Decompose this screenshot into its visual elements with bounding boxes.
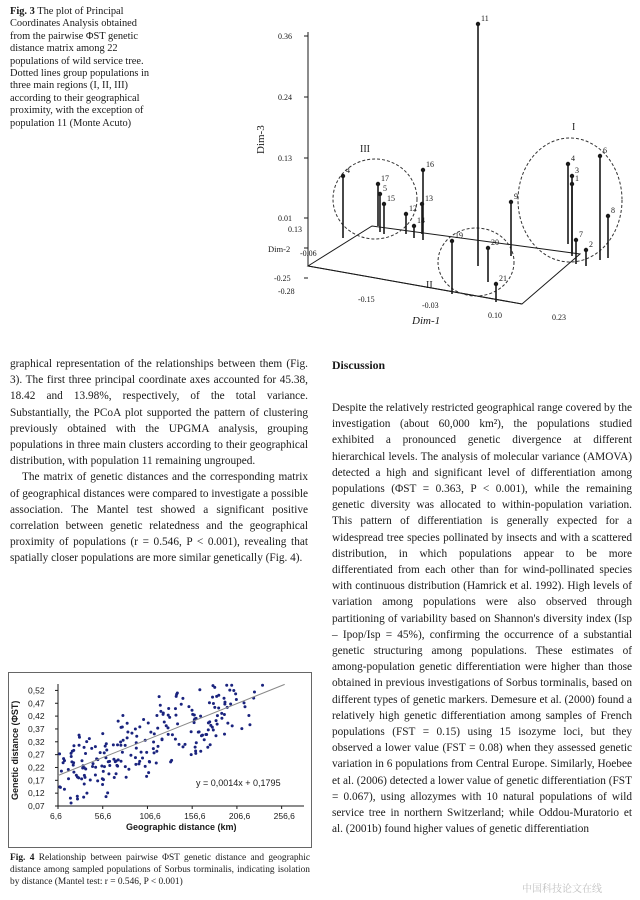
fig4-point xyxy=(105,749,108,752)
fig4-point xyxy=(76,798,79,801)
fig3-base-plane xyxy=(308,226,580,304)
fig4-point xyxy=(99,751,102,754)
fig4-point xyxy=(116,743,119,746)
fig4-point xyxy=(223,701,226,704)
fig4-point xyxy=(103,765,106,768)
fig3-point xyxy=(486,246,490,250)
fig4-point xyxy=(130,732,133,735)
fig3-group-label: I xyxy=(572,122,576,133)
fig4-point xyxy=(207,721,210,724)
fig4-point xyxy=(152,747,155,750)
fig3-point-label: 15 xyxy=(387,194,395,203)
fig3-group-i-boundary xyxy=(518,138,622,262)
fig4-point xyxy=(174,714,177,717)
fig4-point xyxy=(94,766,97,769)
fig3-dim3-tick: 0.01 xyxy=(278,214,292,223)
fig4-point xyxy=(181,697,184,700)
fig4-point xyxy=(225,684,228,687)
fig4-point xyxy=(176,722,179,725)
fig4-point xyxy=(180,703,183,706)
fig3-dim1-tick: 0.23 xyxy=(552,313,566,322)
fig4-point xyxy=(83,782,86,785)
fig4-point xyxy=(105,742,108,745)
fig4-point xyxy=(211,684,214,687)
fig4-point xyxy=(156,745,159,748)
fig3-point-label: 8 xyxy=(611,206,615,215)
fig4-point xyxy=(195,741,198,744)
fig4-point xyxy=(138,760,141,763)
fig4-point xyxy=(89,778,92,781)
fig4-point xyxy=(124,744,127,747)
fig4-point xyxy=(194,752,197,755)
fig4-caption-label: Fig. 4 xyxy=(10,853,35,863)
fig4-point xyxy=(147,722,150,725)
fig4-point xyxy=(85,792,88,795)
fig4-point xyxy=(243,705,246,708)
fig4-x-tick: 106,6 xyxy=(139,811,161,821)
fig4-point xyxy=(80,777,83,780)
fig3-dim1-tick: -0.28 xyxy=(278,287,295,296)
fig4-point xyxy=(106,791,109,794)
fig4-point xyxy=(182,745,185,748)
fig4-point xyxy=(155,761,158,764)
fig4-point xyxy=(213,706,216,709)
fig4-point xyxy=(108,764,111,767)
fig4-point xyxy=(201,734,204,737)
fig4-point xyxy=(63,759,66,762)
fig4-point xyxy=(67,777,70,780)
fig4-point xyxy=(175,693,178,696)
watermark: 中国科技论文在线 xyxy=(522,884,602,895)
fig4-point xyxy=(119,741,122,744)
fig4-point xyxy=(208,701,211,704)
fig4-y-tick: 0,17 xyxy=(28,775,45,786)
fig3-caption xyxy=(10,6,158,130)
fig4-point xyxy=(198,730,201,733)
fig4-point xyxy=(207,728,210,731)
fig4-point xyxy=(148,760,151,763)
fig4-point xyxy=(112,743,115,746)
fig3-dim1-axis xyxy=(308,266,522,304)
fig4-point xyxy=(209,743,212,746)
fig4-point xyxy=(134,756,137,759)
fig4-point xyxy=(126,722,129,725)
fig4-point xyxy=(70,752,73,755)
fig4-point xyxy=(127,768,130,771)
fig3-point xyxy=(584,248,588,252)
fig4-point xyxy=(209,724,212,727)
fig4-point xyxy=(215,719,218,722)
fig4-point xyxy=(203,738,206,741)
fig4-point xyxy=(211,696,214,699)
fig3-point xyxy=(450,239,454,243)
fig3-point-label: 1 xyxy=(575,174,579,183)
fig3-point xyxy=(341,174,345,178)
fig4-caption-text: Relationship between pairwise ΦST genetic distance and geographic distance among sampled populations of Sorbus torminalis, indicating isolation by distance (Mantel test: r = 0.546, P < 0.001) xyxy=(10,853,310,887)
fig4-point xyxy=(76,795,79,798)
fig3-dim2-tick: -0.06 xyxy=(300,249,317,258)
fig4-point xyxy=(119,744,122,747)
fig3-point-label: 19 xyxy=(455,231,463,240)
fig3-point xyxy=(412,224,416,228)
fig3-point xyxy=(509,200,513,204)
fig4-point xyxy=(169,760,172,763)
fig4-point xyxy=(113,776,116,779)
fig3-point-label: 9 xyxy=(514,192,518,201)
fig3-dim3-tick: 0.24 xyxy=(278,93,292,102)
fig4-point xyxy=(78,736,81,739)
fig4-x-tick: 256,6 xyxy=(273,811,295,821)
fig4-point xyxy=(124,765,127,768)
fig4-x-label: Geographic distance (km) xyxy=(126,822,237,832)
fig4-point xyxy=(234,692,237,695)
fig4-point xyxy=(161,738,164,741)
fig4-point xyxy=(112,758,115,761)
fig4-point xyxy=(142,718,145,721)
fig3-dim3-tick: 0.36 xyxy=(278,32,292,41)
fig3-point-label: 4 xyxy=(571,154,575,163)
fig4-point xyxy=(153,751,156,754)
fig4-point xyxy=(167,714,170,717)
fig3-point-label: 2 xyxy=(589,240,593,249)
fig3-point xyxy=(378,192,382,196)
fig3-dim3-tick: 0.13 xyxy=(278,154,292,163)
fig4-point xyxy=(204,733,207,736)
fig4-y-label: Genetic distance (ΦST) xyxy=(10,700,20,800)
fig3-point xyxy=(476,22,480,26)
fig3-group-label: II xyxy=(426,280,433,291)
fig4-point xyxy=(220,712,223,715)
fig4-point xyxy=(212,728,215,731)
fig4-point xyxy=(167,707,170,710)
fig4-point xyxy=(152,741,155,744)
fig4-point xyxy=(248,723,251,726)
fig4-point xyxy=(91,765,94,768)
fig4-point xyxy=(187,705,190,708)
fig4-point xyxy=(134,728,137,731)
fig4-point xyxy=(72,744,75,747)
fig4-point xyxy=(198,688,201,691)
fig4-point xyxy=(155,714,158,717)
fig4-point xyxy=(88,737,91,740)
fig4-point xyxy=(120,726,123,729)
fig4-point xyxy=(126,730,129,733)
fig4-equation: y = 0,0014x + 0,1795 xyxy=(196,778,281,788)
fig4-point xyxy=(240,727,243,730)
fig4-point xyxy=(174,738,177,741)
fig4-point xyxy=(126,736,129,739)
fig3-point-label: 4 xyxy=(346,166,350,175)
fig4-point xyxy=(253,690,256,693)
fig4-point xyxy=(220,717,223,720)
fig3-point xyxy=(376,182,380,186)
fig4-point xyxy=(229,703,232,706)
fig4-point xyxy=(129,754,132,757)
fig3-point xyxy=(574,238,578,242)
fig4-point xyxy=(223,697,226,700)
fig3-group-label: III xyxy=(360,144,370,155)
fig4-point xyxy=(140,751,143,754)
fig4-point xyxy=(58,752,61,755)
fig3-dim1-label: Dim-1 xyxy=(412,315,441,324)
fig3-point-label: 14 xyxy=(417,216,425,225)
fig3-point xyxy=(570,174,574,178)
fig4-point xyxy=(162,713,165,716)
fig4-y-tick: 0,52 xyxy=(28,685,45,696)
fig3-dim3-label: Dim-3 xyxy=(255,125,267,154)
fig4-point xyxy=(120,760,123,763)
fig4-point xyxy=(231,724,234,727)
fig4-caption xyxy=(10,852,310,888)
fig3-point-label: 6 xyxy=(603,146,607,155)
paragraph: The matrix of genetic distances and the corresponding matrix of geographical distances were compared to investigate a possible association. The Mantel test showed a significant positive correlation between genetic relatedness and the geographical proximity of populations (r = 0.546, P < 0.001), revealing that spatially closer populations are more similar genetically (Fig. 4). xyxy=(10,471,309,565)
fig3-dim1-tick: 0.10 xyxy=(488,311,502,320)
fig4-point xyxy=(155,750,158,753)
fig4-point xyxy=(121,751,124,754)
fig4-point xyxy=(137,762,140,765)
fig4-point xyxy=(105,795,108,798)
fig4-point xyxy=(60,770,63,773)
fig4-point xyxy=(194,746,197,749)
fig3-pcoa-plot xyxy=(230,4,630,324)
fig3-point-label: 5 xyxy=(383,184,387,193)
fig4-point xyxy=(156,727,159,730)
fig4-point xyxy=(261,684,264,687)
fig4-point xyxy=(167,733,170,736)
fig4-point xyxy=(100,764,103,767)
fig3-point-label: 17 xyxy=(381,174,389,183)
fig4-point xyxy=(84,752,87,755)
fig4-point xyxy=(174,707,177,710)
fig4-point xyxy=(117,720,120,723)
fig3-point-label: 16 xyxy=(426,160,434,169)
fig4-point xyxy=(121,714,124,717)
fig4-point xyxy=(215,695,218,698)
fig4-x-tick: 206,6 xyxy=(228,811,251,821)
fig3-point-label: 13 xyxy=(425,194,433,203)
fig4-point xyxy=(223,713,226,716)
fig4-point xyxy=(199,715,202,718)
fig4-point xyxy=(158,695,161,698)
fig4-point xyxy=(90,747,93,750)
fig4-point xyxy=(247,714,250,717)
fig3-dim2-tick: 0.13 xyxy=(288,225,302,234)
fig3-point-label: 7 xyxy=(579,230,583,239)
fig4-point xyxy=(102,770,105,773)
fig4-x-tick: 56,6 xyxy=(94,811,112,821)
fig4-point xyxy=(82,796,85,799)
fig4-point xyxy=(190,753,193,756)
fig4-point xyxy=(147,771,150,774)
fig4-point xyxy=(212,702,215,705)
fig4-x-tick: 6,6 xyxy=(50,811,62,821)
fig4-point xyxy=(228,689,231,692)
fig3-point xyxy=(420,202,424,206)
fig4-y-tick: 0,12 xyxy=(28,788,45,799)
fig4-point xyxy=(159,704,162,707)
fig4-point xyxy=(72,771,75,774)
fig4-point xyxy=(122,739,125,742)
fig4-point xyxy=(135,747,138,750)
fig4-point xyxy=(191,709,194,712)
fig4-point xyxy=(149,731,152,734)
fig4-point xyxy=(72,749,75,752)
discussion-heading: Discussion xyxy=(332,358,386,372)
fig4-y-tick: 0,27 xyxy=(28,749,45,760)
fig3-caption-label: Fig. 3 xyxy=(10,6,35,17)
fig4-y-tick: 0,32 xyxy=(28,736,45,747)
fig3-point xyxy=(606,214,610,218)
fig4-point xyxy=(217,707,220,710)
fig4-point xyxy=(178,743,181,746)
fig4-point xyxy=(70,755,73,758)
fig4-point xyxy=(58,785,61,788)
fig4-point xyxy=(80,759,83,762)
fig4-y-tick: 0,47 xyxy=(28,698,45,709)
fig4-point xyxy=(216,723,219,726)
fig4-point xyxy=(94,773,97,776)
fig4-y-tick: 0,37 xyxy=(28,723,45,734)
fig4-point xyxy=(184,743,187,746)
fig3-dim2-label: Dim-2 xyxy=(268,244,291,254)
discussion-text: Despite the relatively restricted geographical range covered by the investigation (about 60,000 km²), the populations studied exhibited a pronounced genetic divergence at different hierarchical levels. The analysis of molecular variance (AMOVA) detected a high and significant level of differentiation among populations (ΦST = 0.363, P < 0.001), while the remaining genetic diversity was allocated to within-population variation. This pattern of differentiation is generally expected for a widespread tree species pollinated by insects and with a scattered distribution, in which populations appear to be more differentiated from each other than for wind-pollinated species with continuous distribution (Hamrick et al. 1992). High levels of variation among populations were also observed through partitioning of variability based on Shannon's diversity index (Isp – Ipop/Isp = 45%), confirming the occurrence of a substantial genetic structuring among populations. These estimates of among-population genetic differentiation were higher than those obtained in previous investigations of Sorbus torminalis, based on different types of genetic markers. Demesure et al. (2000) found a relatively high genetic differentiation among samples of French populations (FST = 0.15) using 15 isozyme loci, but they observed a lower value (FST = 0.08) when they assessed genetic variation in 6 populations from Central Europe. Similarly, Hoebee et al. (2006) detected a lower value of genetic differentiation (FST = 0.067), using allozymes with 10 natural populations of wild service tree in northern Switzerland; while Oddou-Muratorio et al. (2001b) found higher values of genetic differentiation xyxy=(332,402,632,836)
fig3-point xyxy=(570,182,574,186)
fig4-point xyxy=(78,744,81,747)
fig4-point xyxy=(138,725,141,728)
fig3-point-label: 11 xyxy=(481,14,489,23)
fig4-point xyxy=(232,689,235,692)
fig4-point xyxy=(226,722,229,725)
fig3-point-label: 12 xyxy=(409,204,417,213)
fig4-point xyxy=(102,778,105,781)
fig4-point xyxy=(85,740,88,743)
fig4-point xyxy=(101,732,104,735)
fig4-point xyxy=(135,735,138,738)
fig4-point xyxy=(141,757,144,760)
fig4-point xyxy=(144,765,147,768)
fig4-point xyxy=(69,797,72,800)
fig4-point xyxy=(103,751,106,754)
fig4-point xyxy=(101,783,104,786)
fig4-point xyxy=(206,746,209,749)
fig4-x-tick: 156,6 xyxy=(184,811,206,821)
fig4-point xyxy=(216,714,219,717)
fig4-point xyxy=(235,698,238,701)
fig4-point xyxy=(165,724,168,727)
fig3-group-ii-boundary xyxy=(438,228,514,296)
fig4-point xyxy=(145,775,148,778)
fig4-point xyxy=(96,779,99,782)
fig4-point xyxy=(83,746,86,749)
fig4-point xyxy=(72,761,75,764)
right-column xyxy=(332,400,632,837)
fig4-scatter-plot xyxy=(8,672,312,848)
paragraph: graphical representation of the relationships between them (Fig. 3). The first three principal coordinate axes accounted for 45.38, 18.42 and 13.98%, respectively, of the total variance. Substantially, the PCoA plot supported the pattern of clustering previously obtained with the UPGMA analysis, grouping populations in three main clusters according to their geographical distribution, with population 11 remaining ungrouped. xyxy=(10,358,308,468)
fig4-point xyxy=(171,733,174,736)
fig4-point xyxy=(84,776,87,779)
fig3-dim1-tick: -0.15 xyxy=(358,295,375,304)
fig4-point xyxy=(163,720,166,723)
fig3-point-label: 3 xyxy=(575,166,579,175)
fig4-point xyxy=(230,684,233,687)
fig3-dim3-tick: -0.25 xyxy=(274,274,291,283)
fig4-point xyxy=(199,750,202,753)
fig4-point xyxy=(107,772,110,775)
fig4-point xyxy=(92,762,95,765)
fig3-dim1-tick: -0.03 xyxy=(422,301,439,310)
fig4-point xyxy=(70,801,73,804)
fig3-point-label: 21 xyxy=(499,274,507,283)
fig4-point xyxy=(159,710,162,713)
fig4-y-tick: 0,42 xyxy=(28,711,45,722)
fig4-point xyxy=(223,733,226,736)
fig4-point xyxy=(75,774,78,777)
fig4-point xyxy=(190,730,193,733)
fig4-point xyxy=(193,713,196,716)
fig4-point xyxy=(63,788,66,791)
fig4-point xyxy=(84,768,87,771)
fig3-point xyxy=(494,282,498,286)
fig4-point xyxy=(117,758,120,761)
fig4-point xyxy=(145,751,148,754)
fig3-point xyxy=(566,162,570,166)
fig3-point xyxy=(404,212,408,216)
fig4-y-tick: 0,07 xyxy=(28,801,45,811)
fig4-point xyxy=(115,764,118,767)
fig4-point xyxy=(134,763,137,766)
fig4-point xyxy=(94,745,97,748)
fig3-point xyxy=(421,168,425,172)
fig4-y-tick: 0,22 xyxy=(28,762,45,773)
fig4-point xyxy=(214,734,217,737)
fig4-point xyxy=(153,732,156,735)
fig3-point xyxy=(382,202,386,206)
fig3-point-label: 20 xyxy=(491,238,499,247)
fig3-caption-text: The plot of Principal Coordinates Analysis obtained from the pairwise ΦST genetic distance matrix among 22 populations of wild service tree. Dotted lines group populations in three main regions (I, II, III) according to their geographical proximity, with the exception of population 11 (Monte Acuto) xyxy=(10,6,150,129)
fig4-point xyxy=(108,760,111,763)
fig3-point xyxy=(598,154,602,158)
left-column xyxy=(10,356,308,567)
fig4-point xyxy=(115,772,118,775)
fig4-point xyxy=(243,701,246,704)
fig4-point xyxy=(125,776,128,779)
